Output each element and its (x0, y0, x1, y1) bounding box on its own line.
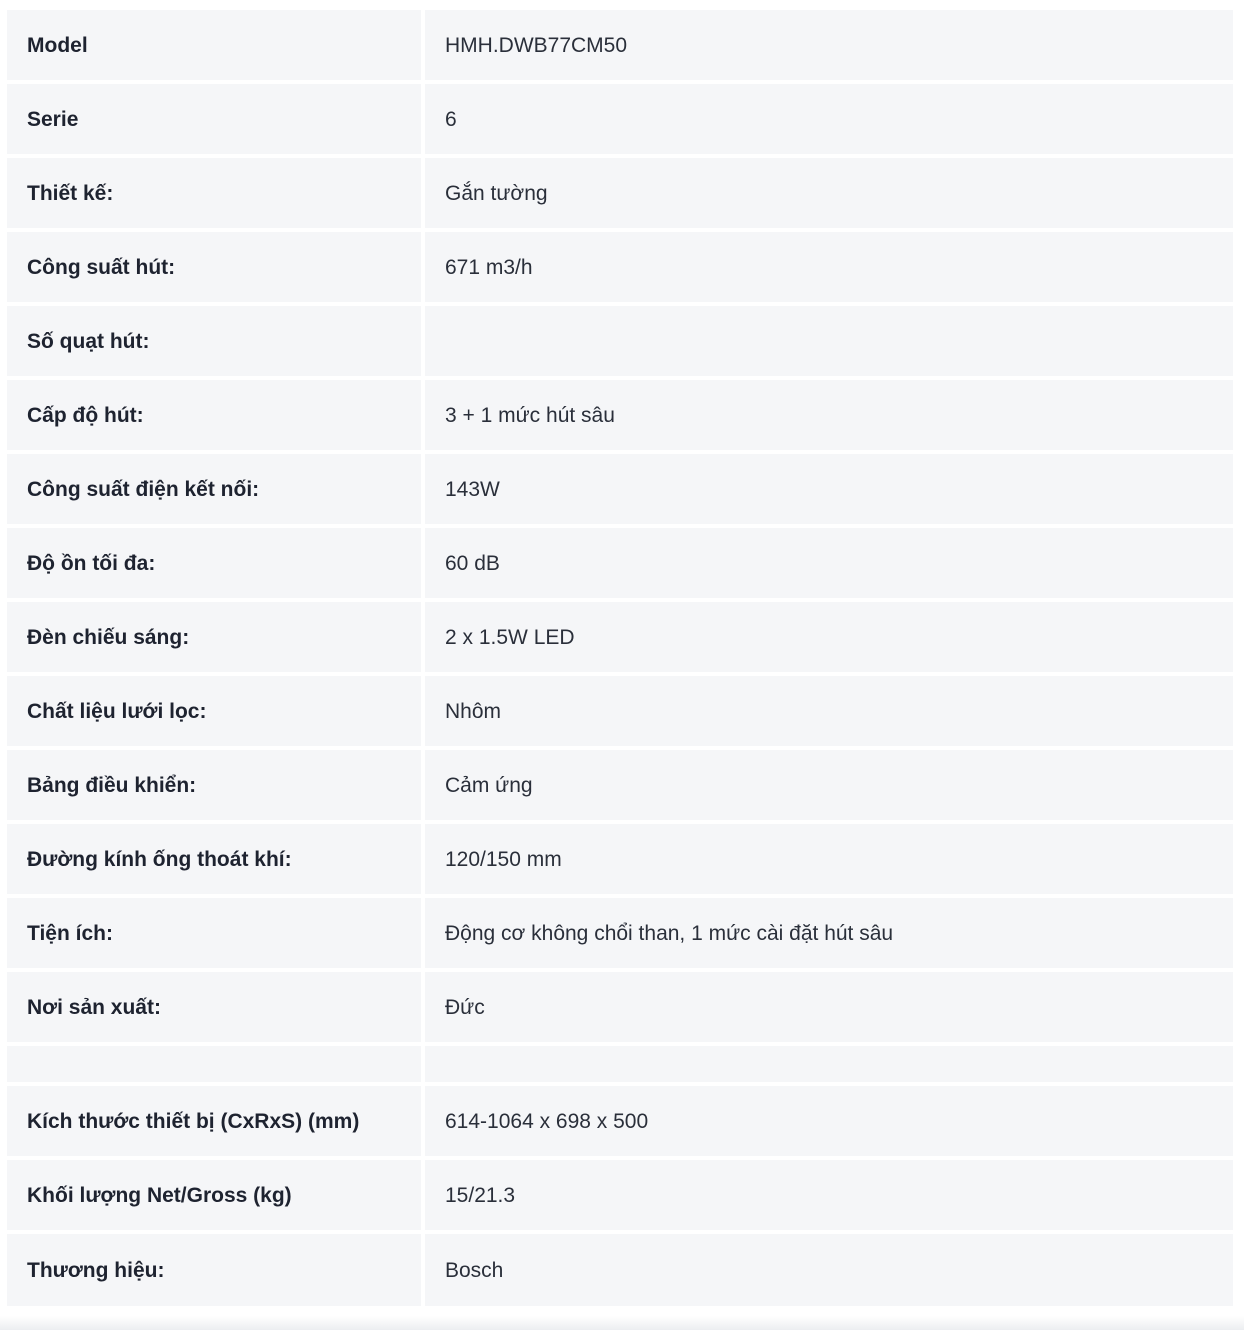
spec-label: Thương hiệu: (7, 1234, 421, 1306)
spec-row-filter-material (7, 676, 1233, 746)
spec-row-suction-level (7, 380, 1233, 450)
spec-value: 614-1064 x 698 x 500 (425, 1086, 1233, 1156)
spec-value: Cảm ứng (425, 750, 1233, 820)
spec-label: Cấp độ hút: (7, 380, 421, 450)
spec-value: 6 (425, 84, 1233, 154)
spec-table (7, 10, 1233, 1310)
spec-label: Kích thước thiết bị (CxRxS) (mm) (7, 1086, 421, 1156)
spec-label: Model (7, 10, 421, 80)
spec-row-serie (7, 84, 1233, 154)
spec-value (425, 306, 1233, 376)
spec-row-electric-power (7, 454, 1233, 524)
spec-row-duct-diameter (7, 824, 1233, 894)
spec-value: HMH.DWB77CM50 (425, 10, 1233, 80)
spec-value: 671 m3/h (425, 232, 1233, 302)
spec-row-fan-count (7, 306, 1233, 376)
spec-row-model (7, 10, 1233, 80)
spec-row-dimensions (7, 1086, 1233, 1156)
spec-value: 60 dB (425, 528, 1233, 598)
spec-label: Số quạt hút: (7, 306, 421, 376)
spec-value: Động cơ không chổi than, 1 mức cài đặt hút sâu (425, 898, 1233, 968)
spec-row-noise (7, 528, 1233, 598)
spec-row-features (7, 898, 1233, 968)
spec-label: Độ ồn tối đa: (7, 528, 421, 598)
spec-row-empty (7, 1046, 1233, 1082)
spec-value: 3 + 1 mức hút sâu (425, 380, 1233, 450)
spec-row-weight (7, 1160, 1233, 1230)
spec-label: Tiện ích: (7, 898, 421, 968)
spec-label: Đèn chiếu sáng: (7, 602, 421, 672)
spec-label: Khối lượng Net/Gross (kg) (7, 1160, 421, 1230)
spec-row-design (7, 158, 1233, 228)
bottom-fade (0, 1316, 1244, 1330)
spec-value (425, 1046, 1233, 1082)
spec-value: Bosch (425, 1234, 1233, 1306)
spec-value: Nhôm (425, 676, 1233, 746)
spec-label: Đường kính ống thoát khí: (7, 824, 421, 894)
spec-row-lighting (7, 602, 1233, 672)
spec-value: 2 x 1.5W LED (425, 602, 1233, 672)
spec-label (7, 1046, 421, 1082)
spec-row-origin (7, 972, 1233, 1042)
spec-label: Nơi sản xuất: (7, 972, 421, 1042)
spec-label: Chất liệu lưới lọc: (7, 676, 421, 746)
spec-value: 120/150 mm (425, 824, 1233, 894)
spec-row-control-panel (7, 750, 1233, 820)
spec-row-brand (7, 1234, 1233, 1306)
spec-value: Gắn tường (425, 158, 1233, 228)
spec-value: Đức (425, 972, 1233, 1042)
spec-label: Thiết kế: (7, 158, 421, 228)
spec-label: Bảng điều khiển: (7, 750, 421, 820)
spec-label: Công suất hút: (7, 232, 421, 302)
spec-label: Serie (7, 84, 421, 154)
spec-row-suction-power (7, 232, 1233, 302)
spec-label: Công suất điện kết nối: (7, 454, 421, 524)
spec-value: 143W (425, 454, 1233, 524)
spec-value: 15/21.3 (425, 1160, 1233, 1230)
